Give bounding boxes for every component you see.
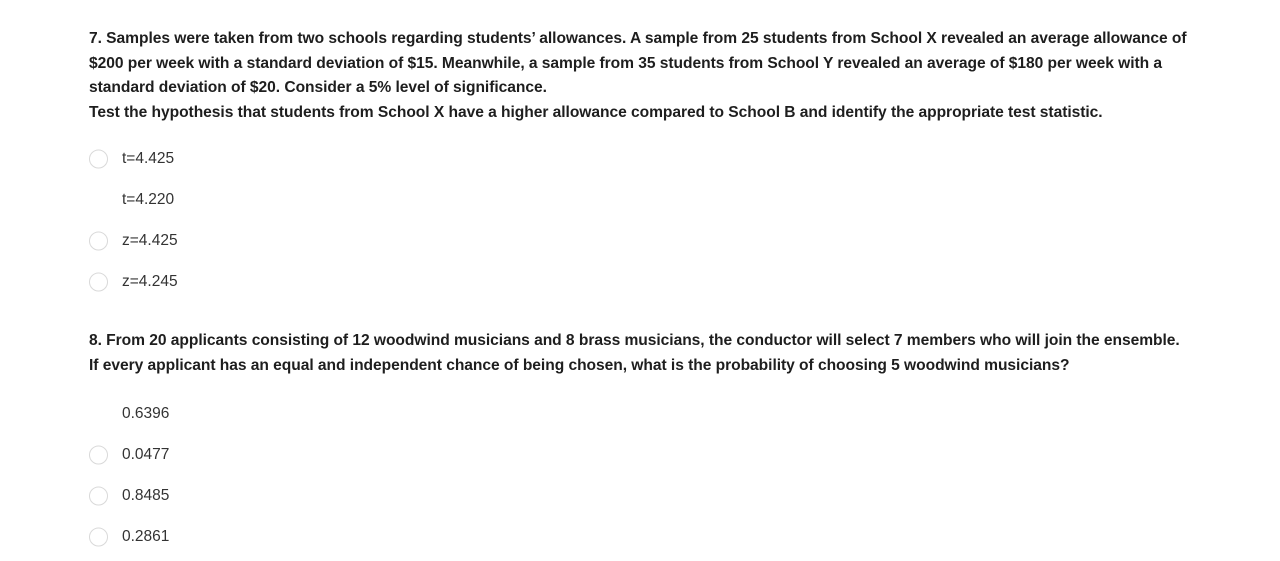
- option-label: t=4.425: [122, 149, 175, 167]
- option-label: 0.0477: [122, 445, 170, 463]
- option-label: 0.8485: [122, 486, 170, 504]
- option-label: z=4.425: [122, 231, 178, 249]
- option-label: 0.2861: [122, 527, 170, 545]
- question-7-option-4[interactable]: [89, 261, 1209, 302]
- question-8: [89, 329, 1209, 557]
- radio-button[interactable]: [89, 272, 108, 291]
- radio-button[interactable]: [89, 404, 108, 423]
- radio-button[interactable]: [89, 445, 108, 464]
- question-8-option-4[interactable]: [89, 516, 1209, 557]
- radio-button[interactable]: [89, 190, 108, 209]
- question-8-options: [89, 393, 1209, 557]
- question-7-line-4: Test the hypothesis that students from School X have a higher allowance compared to School B and identify the appropriate test statistic.: [89, 103, 1103, 121]
- question-7-option-1[interactable]: [89, 138, 1209, 179]
- radio-button[interactable]: [89, 486, 108, 505]
- question-8-line-1: 8. From 20 applicants consisting of 12 woodwind musicians and 8 brass musicians, the conductor will select 7 members who will join the ensemble.: [89, 332, 1180, 349]
- option-label: t=4.220: [122, 190, 175, 208]
- question-7-option-2[interactable]: [89, 179, 1209, 220]
- question-7-text: [89, 27, 1209, 125]
- question-8-line-2: If every applicant has an equal and independent chance of being chosen, what is the probability of choosing 5 woodwind musicians?: [89, 356, 1070, 374]
- radio-button[interactable]: [89, 149, 108, 168]
- question-8-text: [89, 329, 1209, 378]
- radio-button[interactable]: [89, 527, 108, 546]
- option-label: 0.6396: [122, 404, 170, 422]
- question-7-line-3: standard deviation of $20. Consider a 5% level of significance.: [89, 79, 547, 96]
- quiz-page: [89, 27, 1209, 557]
- question-7-option-3[interactable]: [89, 220, 1209, 261]
- question-8-option-3[interactable]: [89, 475, 1209, 516]
- question-7-line-2: $200 per week with a standard deviation of $15. Meanwhile, a sample from 35 students from School Y revealed an average of $180 per week with a: [89, 54, 1163, 72]
- question-7: [89, 27, 1209, 302]
- radio-button[interactable]: [89, 231, 108, 250]
- question-7-line-1: 7. Samples were taken from two schools regarding students’ allowances. A sample from 25 students from School X revealed an average allowance of: [89, 30, 1187, 47]
- question-8-option-2[interactable]: [89, 434, 1209, 475]
- question-7-options: [89, 138, 1209, 302]
- question-8-option-1[interactable]: [89, 393, 1209, 434]
- option-label: z=4.245: [122, 272, 178, 290]
